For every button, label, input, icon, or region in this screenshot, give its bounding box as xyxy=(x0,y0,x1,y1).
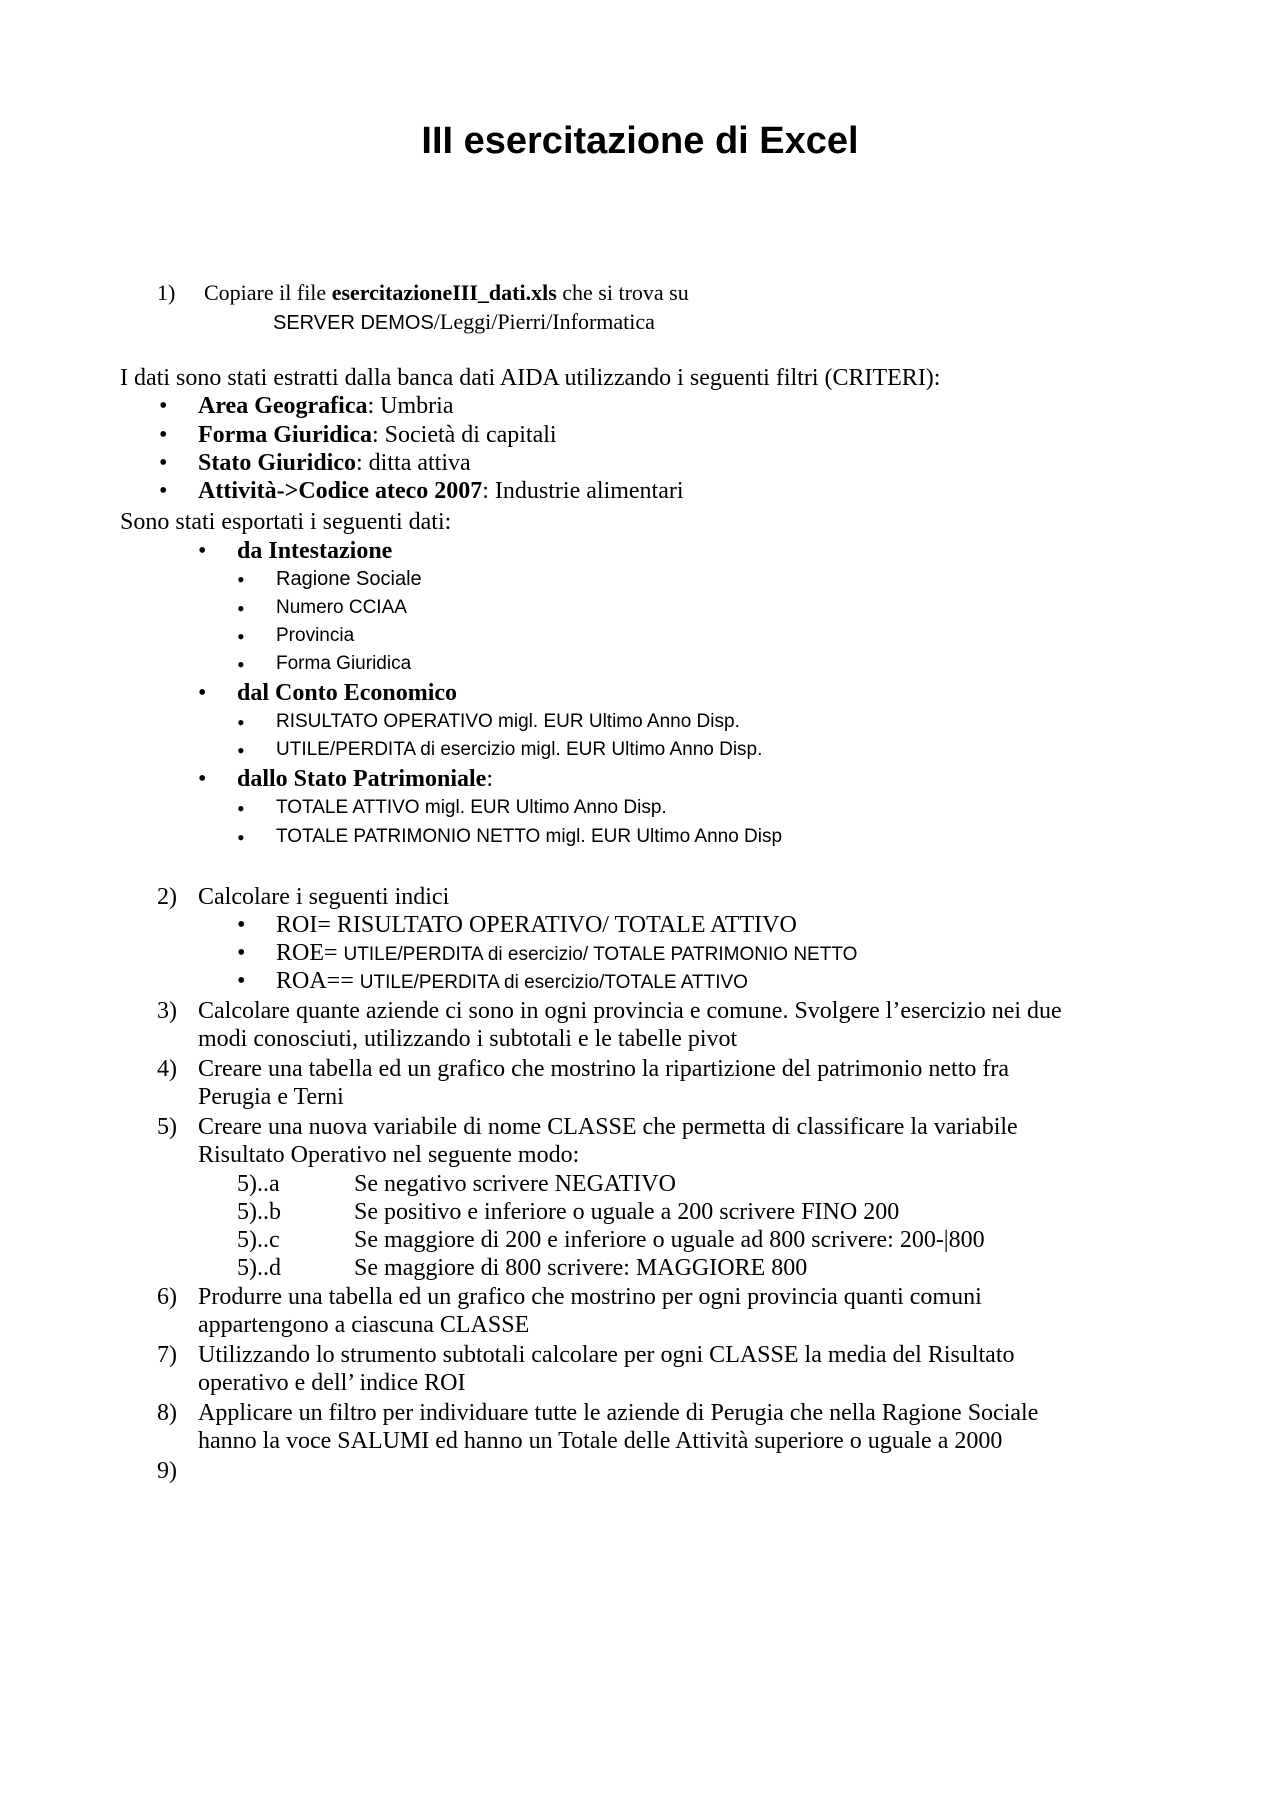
step-1-path-folder: /Leggi/Pierri/Informatica xyxy=(433,309,655,334)
list-item: RISULTATO OPERATIVO migl. EUR Ultimo Anno Disp. xyxy=(276,711,740,732)
step-7-line-1: Utilizzando lo strumento subtotali calcolare per ogni CLASSE la media del Risultato xyxy=(198,1342,1015,1368)
sub-text: Se positivo e inferiore o uguale a 200 scrivere FINO 200 xyxy=(354,1199,900,1225)
group-bullet: • xyxy=(198,538,207,564)
step-4-line-1: Creare una tabella ed un grafico che mostrino la ripartizione del patrimonio netto fra xyxy=(198,1056,1010,1082)
list-item: Ragione Sociale xyxy=(276,568,422,590)
group-heading-text: dallo Stato Patrimoniale xyxy=(237,766,487,792)
filter-bullet: • xyxy=(159,393,168,419)
group-bullet: • xyxy=(198,766,207,792)
step-9-number: 9) xyxy=(157,1458,177,1484)
step-2-text: Calcolare i seguenti indici xyxy=(198,884,450,910)
sub-label: 5)..c xyxy=(237,1227,280,1253)
item-bullet: • xyxy=(237,624,245,649)
step-6-line-1: Produrre una tabella ed un grafico che mostrino per ogni provincia quanti comuni xyxy=(198,1284,982,1310)
step-8-line-1: Applicare un filtro per individuare tutte le aziende di Perugia che nella Ragione Sociale xyxy=(198,1400,1039,1426)
group-heading xyxy=(237,765,493,793)
filter-label: Attività->Codice ateco 2007 xyxy=(198,478,483,504)
index-bullet: • xyxy=(237,968,246,994)
index-roa-formula: UTILE/PERDITA di esercizio/TOTALE ATTIVO xyxy=(359,972,748,993)
step-1-pre: Copiare il file xyxy=(204,280,332,305)
page-title: III esercitazione di Excel xyxy=(421,120,859,162)
item-bullet: • xyxy=(237,652,245,677)
step-5-line-1: Creare una nuova variabile di nome CLASSE che permetta di classificare la variabile xyxy=(198,1114,1018,1140)
index-bullet: • xyxy=(237,940,246,966)
filter-item xyxy=(198,392,453,420)
index-roi: ROI= RISULTATO OPERATIVO/ TOTALE ATTIVO xyxy=(276,912,797,938)
step-1-number: 1) xyxy=(157,280,176,305)
step-6-number: 6) xyxy=(157,1284,177,1310)
sub-label: 5)..a xyxy=(237,1171,280,1197)
list-item: TOTALE PATRIMONIO NETTO migl. EUR Ultimo Anno Disp xyxy=(276,826,783,847)
filter-bullet: • xyxy=(159,450,168,476)
filter-bullet: • xyxy=(159,422,168,448)
group-heading-text: da Intestazione xyxy=(237,538,393,564)
filter-item xyxy=(198,421,557,449)
step-7-number: 7) xyxy=(157,1342,177,1368)
group-heading xyxy=(237,679,457,707)
step-1-text xyxy=(204,280,689,306)
step-3-line-1: Calcolare quante aziende ci sono in ogni provincia e comune. Svolgere l’esercizio nei due xyxy=(198,998,1062,1024)
index-roe xyxy=(276,939,857,967)
group-heading-text: dal Conto Economico xyxy=(237,680,458,706)
index-roa-label: ROA== xyxy=(276,968,360,994)
group-heading xyxy=(237,537,392,565)
filter-label: Stato Giuridico xyxy=(198,450,357,476)
filter-value: : Umbria xyxy=(367,393,454,419)
item-bullet: • xyxy=(237,567,245,592)
group-bullet: • xyxy=(198,680,207,706)
list-item: UTILE/PERDITA di esercizio migl. EUR Ultimo Anno Disp. xyxy=(276,739,763,760)
step-8-number: 8) xyxy=(157,1400,177,1426)
step-8-line-2: hanno la voce SALUMI ed hanno un Totale delle Attività superiore o uguale a 2000 xyxy=(198,1428,1003,1454)
index-roa xyxy=(276,967,748,995)
filter-value: : Industrie alimentari xyxy=(482,478,684,504)
item-bullet: • xyxy=(237,710,245,735)
filter-item xyxy=(198,477,684,505)
filter-item xyxy=(198,449,471,477)
item-bullet: • xyxy=(237,596,245,621)
item-bullet: • xyxy=(237,738,245,763)
exported-intro: Sono stati esportati i seguenti dati: xyxy=(120,509,452,535)
step-2-number: 2) xyxy=(157,884,177,910)
sub-text: Se maggiore di 200 e inferiore o uguale ad 800 scrivere: 200-|800 xyxy=(354,1227,985,1253)
step-6-line-2: appartengono a ciascuna CLASSE xyxy=(198,1312,530,1338)
group-heading-suffix: : xyxy=(486,766,493,792)
step-7-line-2: operativo e dell’ indice ROI xyxy=(198,1370,466,1396)
item-bullet: • xyxy=(237,825,245,850)
sub-text: Se negativo scrivere NEGATIVO xyxy=(354,1171,676,1197)
list-item: Numero CCIAA xyxy=(276,597,407,618)
filter-bullet: • xyxy=(159,478,168,504)
step-1-path-server: SERVER DEMOS xyxy=(273,312,434,334)
list-item: TOTALE ATTIVO migl. EUR Ultimo Anno Disp. xyxy=(276,797,667,818)
index-roe-formula: UTILE/PERDITA di esercizio/ TOTALE PATRIMONIO NETTO xyxy=(343,944,858,965)
step-5-line-2: Risultato Operativo nel seguente modo: xyxy=(198,1142,580,1168)
sub-text: Se maggiore di 800 scrivere: MAGGIORE 800 xyxy=(354,1255,808,1281)
step-4-number: 4) xyxy=(157,1056,177,1082)
step-1-path xyxy=(273,309,655,335)
step-3-number: 3) xyxy=(157,998,177,1024)
step-1-filename: esercitazioneIII_dati.xls xyxy=(331,280,557,305)
list-item: Provincia xyxy=(276,625,355,646)
index-roe-label: ROE= xyxy=(276,940,344,966)
sub-label: 5)..d xyxy=(237,1255,281,1281)
item-bullet: • xyxy=(237,796,245,821)
intro-text: I dati sono stati estratti dalla banca dati AIDA utilizzando i seguenti filtri (CRITERI): xyxy=(120,365,941,391)
step-5-number: 5) xyxy=(157,1114,177,1140)
filter-value: : Società di capitali xyxy=(371,422,557,448)
filter-value: : ditta attiva xyxy=(356,450,471,476)
step-1-post: che si trova su xyxy=(556,280,689,305)
index-bullet: • xyxy=(237,912,246,938)
step-4-line-2: Perugia e Terni xyxy=(198,1084,344,1110)
filter-label: Forma Giuridica xyxy=(198,422,372,448)
list-item: Forma Giuridica xyxy=(276,653,412,674)
step-3-line-2: modi conosciuti, utilizzando i subtotali e le tabelle pivot xyxy=(198,1026,738,1052)
sub-label: 5)..b xyxy=(237,1199,281,1225)
filter-label: Area Geografica xyxy=(198,393,368,419)
